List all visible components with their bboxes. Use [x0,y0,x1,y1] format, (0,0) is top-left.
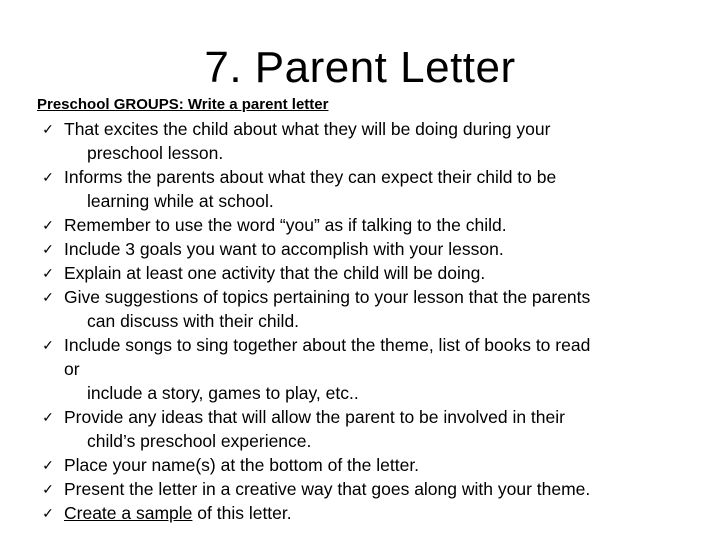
create-sample-text: Create a sample [64,503,193,523]
item-text-continued: include a story, games to play, etc.. [87,383,359,403]
checkmark-icon: ✓ [42,241,54,257]
checkmark-icon: ✓ [42,409,54,425]
checkmark-icon: ✓ [42,457,54,473]
list-item [40,333,700,405]
checkmark-icon: ✓ [42,169,54,185]
item-text: Include songs to sing together about the theme, list of books to read [64,335,591,355]
list-item [40,501,700,525]
page-title: 7. Parent Letter [204,43,516,92]
checkmark-icon: ✓ [42,217,54,233]
item-text: That excites the child about what they will be doing during your [64,119,551,139]
list-item [40,477,700,501]
item-text-continued: can discuss with their child. [87,311,300,331]
item-text-rest: of this letter. [192,503,292,523]
subtitle: Preschool GROUPS: Write a parent letter [37,96,329,113]
list-item [40,405,700,453]
item-text: Informs the parents about what they can expect their child to be [64,167,557,187]
item-text: Include 3 goals you want to accomplish with your lesson. [64,239,504,259]
item-text-last [64,501,700,525]
item-text-continued: learning while at school. [87,191,274,211]
item-text: Place your name(s) at the bottom of the letter. [64,455,420,475]
checkmark-icon: ✓ [42,121,54,137]
checkmark-icon: ✓ [42,481,54,497]
item-text: Explain at least one activity that the child will be doing. [64,263,486,283]
list-item [40,261,700,285]
item-text: Remember to use the word “you” as if talking to the child. [64,215,507,235]
list-item [40,165,700,213]
item-text: Provide any ideas that will allow the parent to be involved in their [64,407,565,427]
item-text: Present the letter in a creative way that goes along with your theme. [64,479,591,499]
item-text: Give suggestions of topics pertaining to your lesson that the parents [64,287,591,307]
list-item [40,285,700,333]
checkmark-icon: ✓ [42,265,54,281]
list-item [40,453,700,477]
item-text-continued: preschool lesson. [87,143,224,163]
list-item [40,117,700,165]
item-text-continued: or [64,359,80,379]
list-item [40,237,700,261]
item-text-continued: child’s preschool experience. [87,431,312,451]
checkmark-icon: ✓ [42,289,54,305]
instruction-list [40,117,700,525]
list-item [40,213,700,237]
checkmark-icon: ✓ [42,505,54,521]
checkmark-icon: ✓ [42,337,54,353]
